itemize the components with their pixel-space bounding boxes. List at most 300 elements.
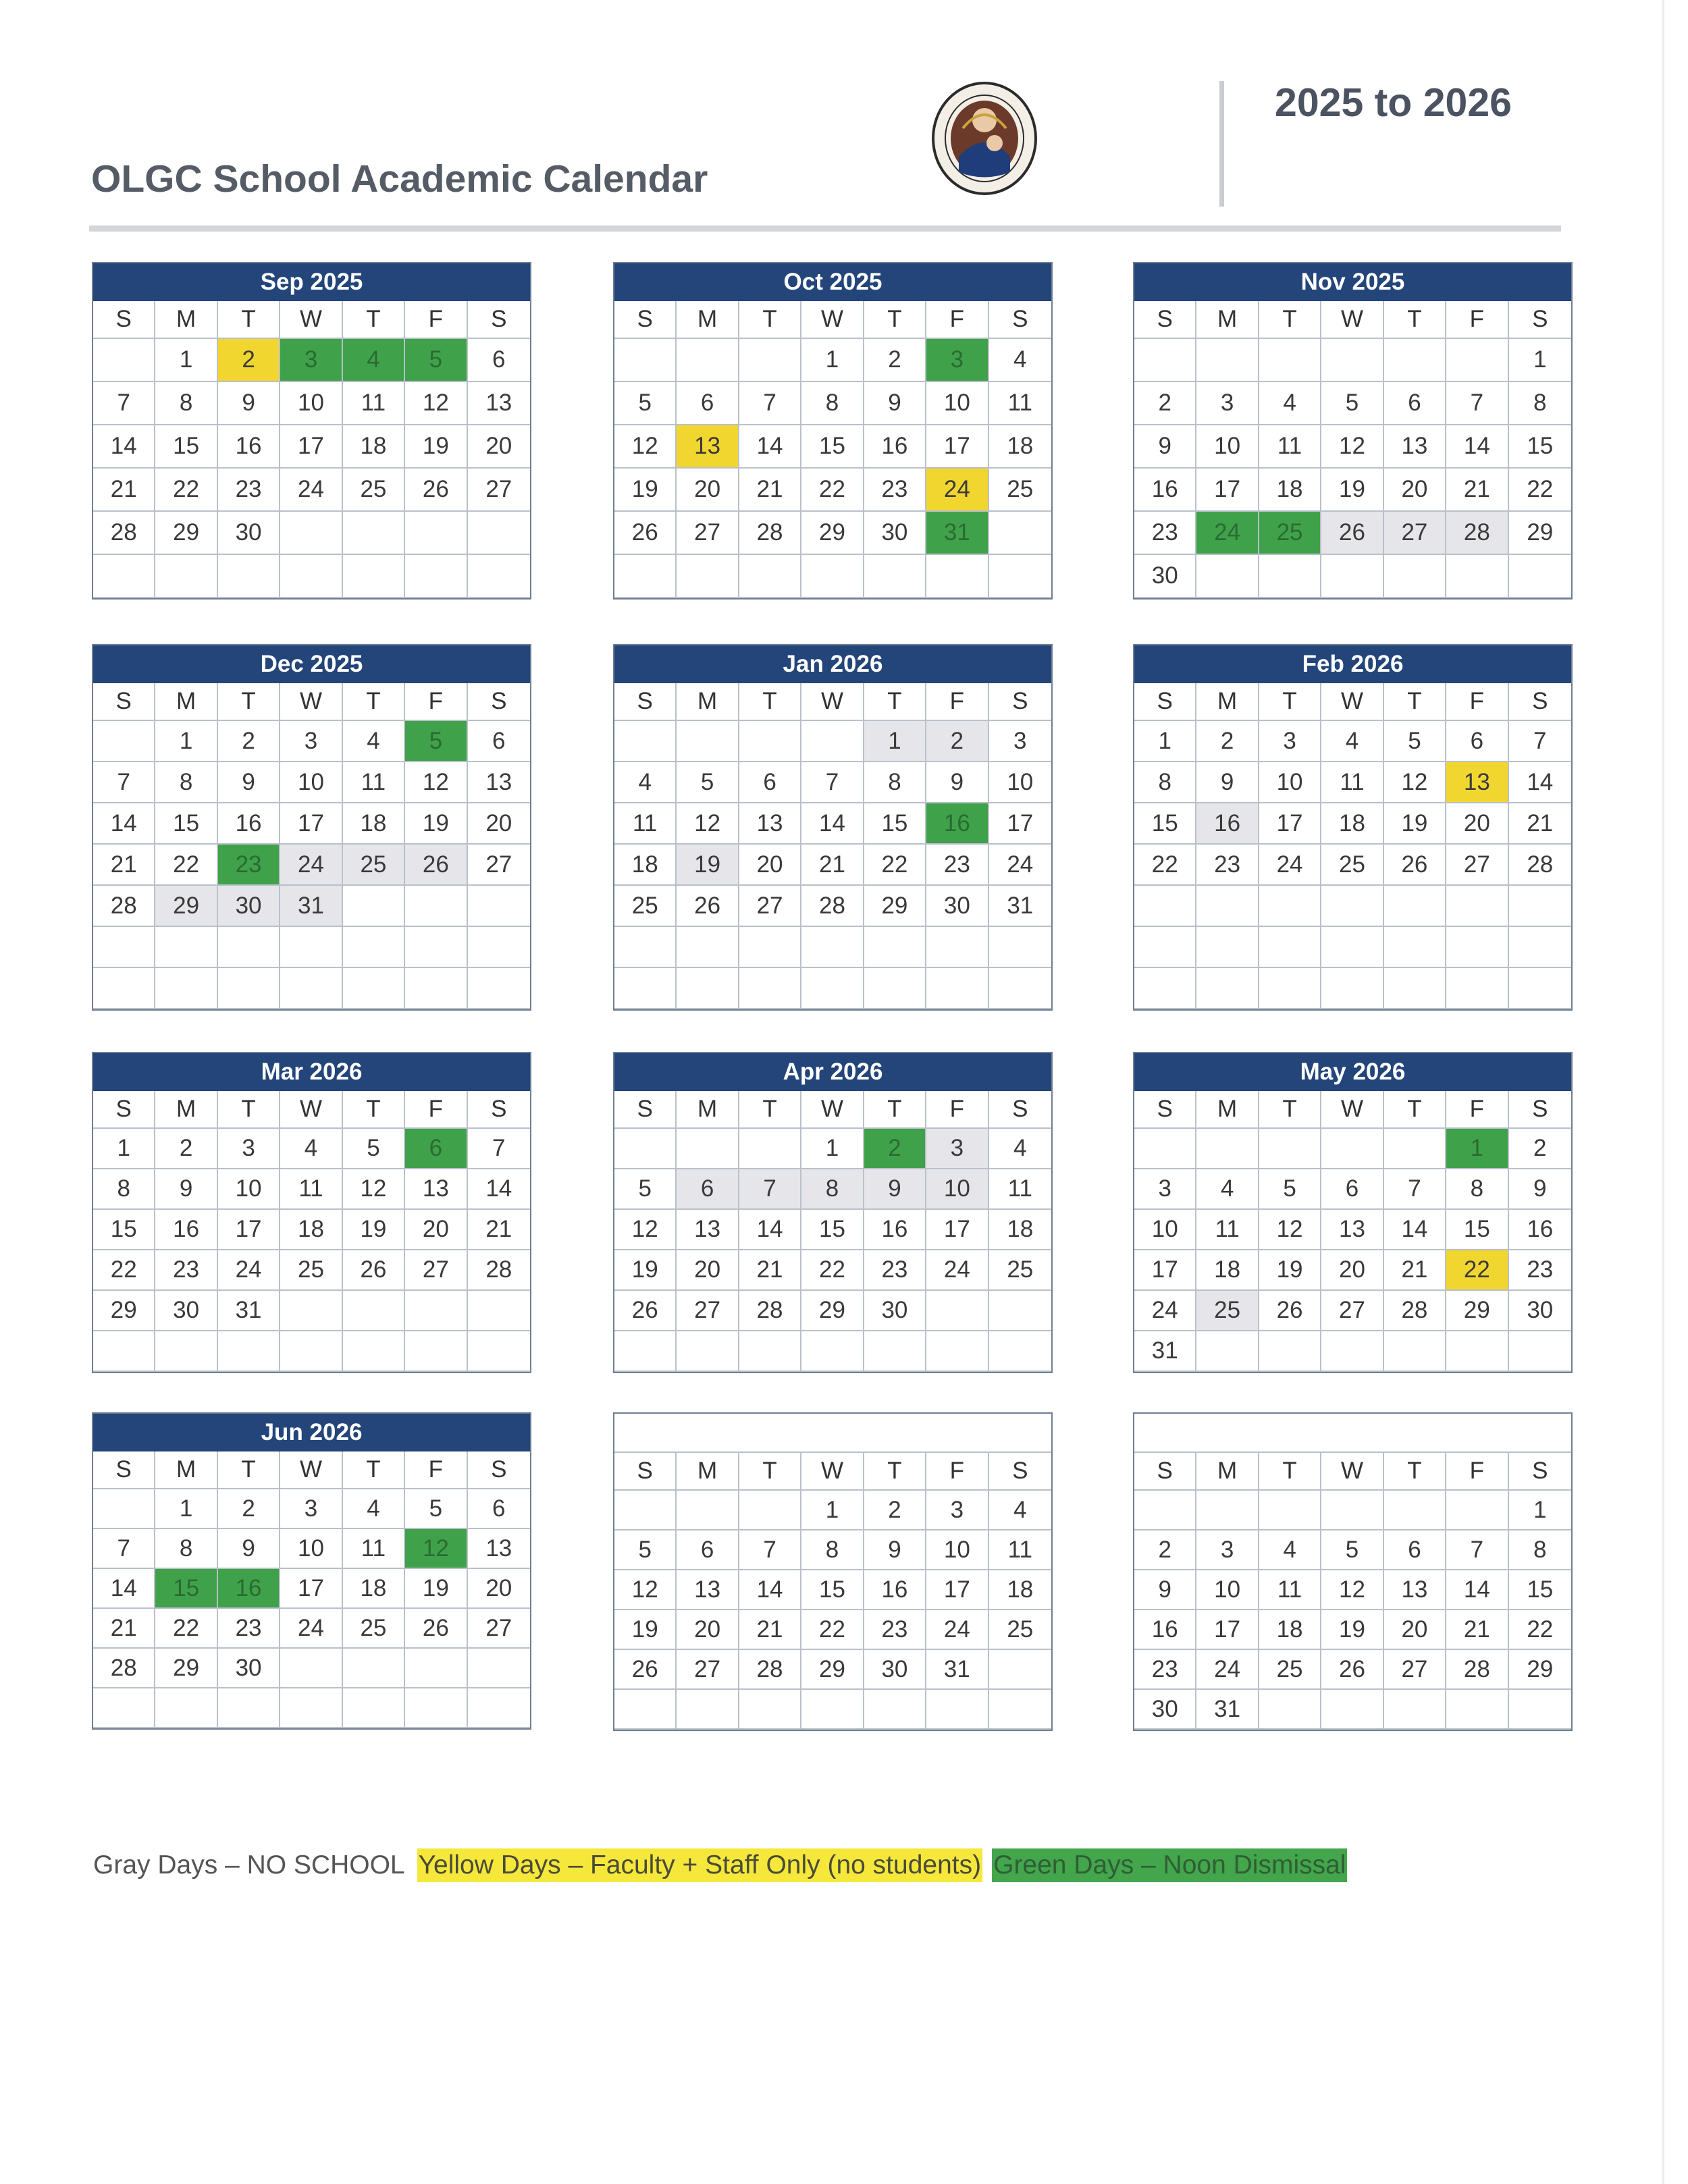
calendar-day: 14: [739, 1210, 801, 1250]
calendar-day: 7: [93, 762, 155, 803]
calendar-day: 30: [1134, 555, 1196, 598]
calendar-day: 24: [1134, 1291, 1196, 1331]
calendar-day: 19: [1321, 1610, 1383, 1650]
weekday-header: W: [280, 301, 342, 339]
weekday-header: S: [93, 1451, 155, 1489]
empty-day-cell: [93, 339, 155, 382]
page-title: OLGC School Academic Calendar: [91, 157, 708, 201]
month-calendar: [92, 1052, 531, 1373]
empty-day-cell: [614, 721, 677, 762]
calendar-day: 29: [801, 512, 864, 555]
calendar-day: 1: [801, 339, 864, 382]
calendar-day: 7: [739, 382, 801, 425]
weekday-header: F: [405, 1091, 467, 1129]
empty-day-cell: [280, 1331, 342, 1372]
calendar-day: 26: [1384, 845, 1446, 886]
calendar-day: 30: [218, 512, 280, 555]
weekday-header: T: [343, 1091, 405, 1129]
calendar-day: 28: [93, 886, 155, 927]
calendar-day: 6: [1321, 1169, 1383, 1210]
empty-day-cell: [801, 1690, 864, 1730]
calendar-day: 2: [864, 339, 926, 382]
empty-day-cell: [1196, 1331, 1259, 1372]
calendar-day: 5: [1321, 1530, 1383, 1570]
empty-day-cell: [1321, 968, 1383, 1009]
calendar-day: 30: [155, 1291, 217, 1331]
month-calendar: [92, 262, 531, 600]
calendar-day: 21: [801, 845, 864, 886]
calendar-day: 19: [677, 845, 739, 886]
calendar-day: 19: [405, 425, 467, 469]
calendar-day: 4: [1321, 721, 1383, 762]
empty-day-cell: [468, 1291, 530, 1331]
month-calendar: [1133, 262, 1573, 600]
empty-day-cell: [1134, 927, 1196, 968]
empty-day-cell: [280, 927, 342, 968]
calendar-day: 24: [926, 469, 988, 512]
empty-day-cell: [677, 1331, 739, 1372]
calendar-day: 24: [280, 1609, 342, 1649]
calendar-day: 8: [155, 1529, 217, 1569]
weekday-header: T: [739, 1453, 801, 1491]
empty-day-cell: [218, 1688, 280, 1728]
weekday-header: S: [614, 1453, 677, 1491]
empty-day-cell: [1259, 1129, 1321, 1169]
calendar-day: 11: [343, 762, 405, 803]
calendar-day: 12: [405, 1529, 467, 1569]
month-title: [614, 1414, 1051, 1453]
empty-day-cell: [1384, 555, 1446, 598]
empty-day-cell: [343, 555, 405, 598]
calendar-day: 12: [1384, 762, 1446, 803]
weekday-header: W: [801, 301, 864, 339]
calendar-day: 2: [864, 1129, 926, 1169]
month-title: Jun 2026: [93, 1414, 530, 1451]
calendar-day: 3: [989, 721, 1051, 762]
calendar-day: 5: [677, 762, 739, 803]
calendar-day: 4: [343, 721, 405, 762]
empty-day-cell: [1134, 1129, 1196, 1169]
calendar-day: 13: [677, 1570, 739, 1610]
weekday-header: T: [739, 301, 801, 339]
weekday-header: S: [989, 683, 1051, 721]
calendar-day: 7: [93, 1529, 155, 1569]
calendar-day: 18: [1259, 1610, 1321, 1650]
weekday-header: T: [864, 1091, 926, 1129]
calendar-day: 13: [677, 1210, 739, 1250]
calendar-day: 16: [864, 1570, 926, 1610]
empty-day-cell: [989, 512, 1051, 555]
empty-day-cell: [343, 1649, 405, 1688]
calendar-day: 21: [1446, 1610, 1508, 1650]
calendar-day: 21: [1446, 469, 1508, 512]
weekday-header: M: [677, 301, 739, 339]
month-title: Dec 2025: [93, 645, 530, 683]
empty-day-cell: [1384, 339, 1446, 382]
calendar-day: 15: [1446, 1210, 1508, 1250]
calendar-day: 30: [218, 1649, 280, 1688]
calendar-day: 25: [1259, 1650, 1321, 1690]
calendar-day: 12: [614, 1570, 677, 1610]
calendar-day: 28: [93, 1649, 155, 1688]
calendar-day: 23: [864, 1610, 926, 1650]
empty-day-cell: [801, 927, 864, 968]
calendar-day: 8: [155, 382, 217, 425]
empty-day-cell: [155, 1331, 217, 1372]
calendar-day: 18: [343, 1569, 405, 1609]
empty-day-cell: [1321, 1331, 1383, 1372]
calendar-day: 27: [1321, 1291, 1383, 1331]
calendar-day: 11: [1259, 1570, 1321, 1610]
calendar-day: 15: [155, 425, 217, 469]
calendar-day: 2: [218, 721, 280, 762]
empty-day-cell: [1259, 1491, 1321, 1530]
weekday-header: M: [677, 1091, 739, 1129]
calendar-day: 31: [280, 886, 342, 927]
calendar-day: 19: [343, 1210, 405, 1250]
calendar-day: 12: [1321, 1570, 1383, 1610]
empty-day-cell: [468, 512, 530, 555]
weekday-header: T: [1259, 683, 1321, 721]
weekday-header: F: [926, 301, 988, 339]
calendar-day: 9: [1134, 425, 1196, 469]
calendar-day: 15: [801, 1210, 864, 1250]
calendar-day: 15: [1134, 803, 1196, 845]
empty-day-cell: [218, 555, 280, 598]
calendar-day: 17: [926, 1210, 988, 1250]
calendar-day: 1: [1446, 1129, 1508, 1169]
empty-day-cell: [343, 886, 405, 927]
empty-day-cell: [405, 555, 467, 598]
empty-day-cell: [1134, 968, 1196, 1009]
calendar-day: 23: [218, 1609, 280, 1649]
weekday-header: T: [343, 683, 405, 721]
calendar-day: 7: [739, 1530, 801, 1570]
weekday-header: M: [1196, 1453, 1259, 1491]
calendar-day: 11: [1259, 425, 1321, 469]
calendar-day: 29: [1509, 512, 1571, 555]
calendar-day: 25: [989, 469, 1051, 512]
calendar-day: 14: [1384, 1210, 1446, 1250]
calendar-day: 19: [614, 1250, 677, 1291]
empty-day-cell: [405, 1331, 467, 1372]
calendar-day: 13: [468, 382, 530, 425]
calendar-day: 27: [1384, 1650, 1446, 1690]
empty-day-cell: [801, 721, 864, 762]
calendar-day: 31: [926, 512, 988, 555]
calendar-day: 25: [989, 1610, 1051, 1650]
empty-day-cell: [405, 1649, 467, 1688]
calendar-day: 7: [1509, 721, 1571, 762]
calendar-day: 7: [93, 382, 155, 425]
calendar-day: 1: [155, 721, 217, 762]
empty-day-cell: [677, 968, 739, 1009]
calendar-day: 7: [801, 762, 864, 803]
calendar-day: 24: [280, 845, 342, 886]
calendar-day: 17: [280, 1569, 342, 1609]
calendar-day: 4: [614, 762, 677, 803]
empty-day-cell: [989, 927, 1051, 968]
calendar-day: 6: [405, 1129, 467, 1169]
calendar-day: 6: [468, 721, 530, 762]
calendar-day: 23: [926, 845, 988, 886]
calendar-day: 25: [343, 1609, 405, 1649]
calendar-day: 20: [405, 1210, 467, 1250]
calendar-day: 18: [343, 425, 405, 469]
weekday-header: W: [1321, 301, 1383, 339]
calendar-day: 16: [155, 1210, 217, 1250]
calendar-day: 28: [1446, 512, 1508, 555]
calendar-day: 2: [155, 1129, 217, 1169]
calendar-day: 24: [280, 469, 342, 512]
empty-day-cell: [343, 1688, 405, 1728]
empty-day-cell: [864, 1690, 926, 1730]
calendar-day: 8: [801, 1530, 864, 1570]
calendar-day: 19: [614, 1610, 677, 1650]
calendar-day: 22: [155, 845, 217, 886]
empty-day-cell: [405, 1688, 467, 1728]
calendar-day: 25: [1259, 512, 1321, 555]
weekday-header: S: [468, 1451, 530, 1489]
weekday-header: W: [801, 1091, 864, 1129]
empty-day-cell: [1196, 555, 1259, 598]
calendar-day: 29: [1509, 1650, 1571, 1690]
calendar-day: 1: [1509, 1491, 1571, 1530]
empty-day-cell: [1509, 1331, 1571, 1372]
calendar-day: 26: [1321, 512, 1383, 555]
empty-day-cell: [1321, 555, 1383, 598]
calendar-day: 17: [989, 803, 1051, 845]
empty-day-cell: [468, 1649, 530, 1688]
calendar-day: 31: [1134, 1331, 1196, 1372]
empty-day-cell: [468, 555, 530, 598]
calendar-day: 21: [93, 469, 155, 512]
legend-yellow: Yellow Days – Faculty + Staff Only (no students): [417, 1848, 983, 1882]
calendar-day: 31: [218, 1291, 280, 1331]
weekday-header: S: [614, 1091, 677, 1129]
calendar-day: 17: [280, 425, 342, 469]
calendar-day: 12: [405, 762, 467, 803]
calendar-day: 19: [405, 1569, 467, 1609]
month-title: Mar 2026: [93, 1053, 530, 1091]
calendar-day: 26: [614, 1291, 677, 1331]
weekday-header: M: [1196, 301, 1259, 339]
calendar-day: 5: [1384, 721, 1446, 762]
calendar-day: 1: [93, 1129, 155, 1169]
calendar-day: 3: [280, 339, 342, 382]
month-title: Nov 2025: [1134, 263, 1571, 301]
calendar-day: 17: [218, 1210, 280, 1250]
calendar-day: 23: [1134, 1650, 1196, 1690]
empty-day-cell: [614, 1331, 677, 1372]
empty-day-cell: [739, 1491, 801, 1530]
calendar-day: 31: [989, 886, 1051, 927]
calendar-day: 24: [926, 1610, 988, 1650]
calendar-day: 20: [739, 845, 801, 886]
calendar-day: 29: [801, 1650, 864, 1690]
calendar-day: 1: [801, 1491, 864, 1530]
weekday-header: M: [677, 683, 739, 721]
calendar-day: 19: [1321, 469, 1383, 512]
empty-day-cell: [614, 555, 677, 598]
month-calendar: [613, 262, 1053, 600]
weekday-header: T: [218, 1451, 280, 1489]
weekday-header: T: [218, 683, 280, 721]
weekday-header: W: [1321, 683, 1383, 721]
weekday-header: F: [926, 1091, 988, 1129]
legend-gray: Gray Days – NO SCHOOL: [93, 1850, 405, 1880]
weekday-header: S: [989, 1453, 1051, 1491]
empty-day-cell: [1446, 968, 1508, 1009]
empty-day-cell: [218, 968, 280, 1009]
calendar-day: 11: [989, 1530, 1051, 1570]
calendar-day: 28: [739, 512, 801, 555]
calendar-day: 22: [1509, 1610, 1571, 1650]
calendar-day: 20: [677, 1250, 739, 1291]
empty-day-cell: [1509, 927, 1571, 968]
empty-day-cell: [989, 555, 1051, 598]
empty-day-cell: [739, 555, 801, 598]
calendar-day: 20: [468, 803, 530, 845]
empty-day-cell: [1196, 886, 1259, 927]
month-title: [1134, 1414, 1571, 1453]
calendar-day: 28: [1509, 845, 1571, 886]
weekday-header: S: [1509, 1091, 1571, 1129]
empty-day-cell: [1509, 886, 1571, 927]
calendar-day: 16: [218, 1569, 280, 1609]
calendar-day: 9: [864, 1169, 926, 1210]
calendar-day: 22: [1446, 1250, 1508, 1291]
calendar-day: 3: [1196, 382, 1259, 425]
calendar-day: 21: [93, 845, 155, 886]
weekday-header: S: [1134, 301, 1196, 339]
calendar-day: 15: [155, 803, 217, 845]
calendar-day: 16: [864, 1210, 926, 1250]
empty-day-cell: [1384, 968, 1446, 1009]
calendar-day: 14: [468, 1169, 530, 1210]
calendar-day: 14: [93, 1569, 155, 1609]
calendar-day: 2: [1134, 1530, 1196, 1570]
empty-day-cell: [1384, 1331, 1446, 1372]
calendar-day: 4: [343, 1489, 405, 1529]
empty-day-cell: [801, 968, 864, 1009]
calendar-day: 24: [218, 1250, 280, 1291]
weekday-header: S: [1134, 683, 1196, 721]
calendar-day: 10: [280, 382, 342, 425]
calendar-day: 15: [801, 1570, 864, 1610]
calendar-day: 5: [614, 1530, 677, 1570]
calendar-day: 27: [468, 1609, 530, 1649]
weekday-header: F: [1446, 301, 1508, 339]
empty-day-cell: [1321, 927, 1383, 968]
calendar-day: 25: [989, 1250, 1051, 1291]
empty-day-cell: [405, 1291, 467, 1331]
weekday-header: S: [93, 301, 155, 339]
empty-day-cell: [614, 1129, 677, 1169]
calendar-day: 27: [677, 512, 739, 555]
page-edge: [1662, 0, 1664, 2184]
calendar-day: 29: [155, 512, 217, 555]
calendar-day: 18: [614, 845, 677, 886]
calendar-day: 2: [1134, 382, 1196, 425]
empty-day-cell: [1446, 1331, 1508, 1372]
empty-day-cell: [739, 339, 801, 382]
empty-day-cell: [1446, 1690, 1508, 1730]
month-title: Apr 2026: [614, 1053, 1051, 1091]
weekday-header: S: [1509, 683, 1571, 721]
calendar-day: 17: [280, 803, 342, 845]
empty-day-cell: [614, 927, 677, 968]
calendar-day: 11: [1196, 1210, 1259, 1250]
calendar-day: 23: [218, 469, 280, 512]
calendar-day: 14: [1446, 1570, 1508, 1610]
calendar-day: 1: [155, 1489, 217, 1529]
empty-day-cell: [1321, 1129, 1383, 1169]
weekday-header: T: [1259, 1453, 1321, 1491]
empty-day-cell: [405, 927, 467, 968]
empty-day-cell: [926, 968, 988, 1009]
month-title: Feb 2026: [1134, 645, 1571, 683]
calendar-day: 4: [1196, 1169, 1259, 1210]
month-calendar: [92, 1412, 531, 1730]
calendar-day: 6: [1446, 721, 1508, 762]
calendar-day: 26: [343, 1250, 405, 1291]
calendar-day: 16: [218, 425, 280, 469]
calendar-day: 25: [343, 469, 405, 512]
calendar-day: 10: [218, 1169, 280, 1210]
empty-day-cell: [1259, 886, 1321, 927]
empty-day-cell: [280, 1688, 342, 1728]
weekday-header: T: [1259, 1091, 1321, 1129]
month-title: Sep 2025: [93, 263, 530, 301]
calendar-day: 13: [677, 425, 739, 469]
calendar-day: 20: [468, 425, 530, 469]
empty-day-cell: [93, 1331, 155, 1372]
weekday-header: S: [1134, 1091, 1196, 1129]
empty-day-cell: [864, 555, 926, 598]
calendar-day: 26: [405, 469, 467, 512]
calendar-day: 29: [93, 1291, 155, 1331]
calendar-day: 24: [1259, 845, 1321, 886]
calendar-day: 10: [1134, 1210, 1196, 1250]
calendar-day: 24: [1196, 1650, 1259, 1690]
empty-day-cell: [801, 555, 864, 598]
empty-day-cell: [677, 339, 739, 382]
calendar-day: 16: [1134, 469, 1196, 512]
calendar-day: 1: [155, 339, 217, 382]
calendar-day: 2: [218, 1489, 280, 1529]
calendar-day: 1: [1134, 721, 1196, 762]
calendar-day: 18: [343, 803, 405, 845]
calendar-day: 22: [801, 1250, 864, 1291]
calendar-day: 6: [677, 1530, 739, 1570]
calendar-day: 30: [864, 1650, 926, 1690]
empty-day-cell: [989, 1331, 1051, 1372]
calendar-day: 26: [405, 1609, 467, 1649]
calendar-day: 21: [739, 1610, 801, 1650]
empty-day-cell: [926, 1291, 988, 1331]
weekday-header: F: [926, 1453, 988, 1491]
calendar-day: 9: [218, 762, 280, 803]
calendar-day: 11: [343, 382, 405, 425]
legend-green: Green Days – Noon Dismissal: [992, 1848, 1347, 1882]
empty-day-cell: [1321, 886, 1383, 927]
calendar-day: 21: [1509, 803, 1571, 845]
calendar-day: 6: [677, 1169, 739, 1210]
calendar-day: 30: [926, 886, 988, 927]
empty-day-cell: [280, 512, 342, 555]
calendar-day: 16: [1509, 1210, 1571, 1250]
